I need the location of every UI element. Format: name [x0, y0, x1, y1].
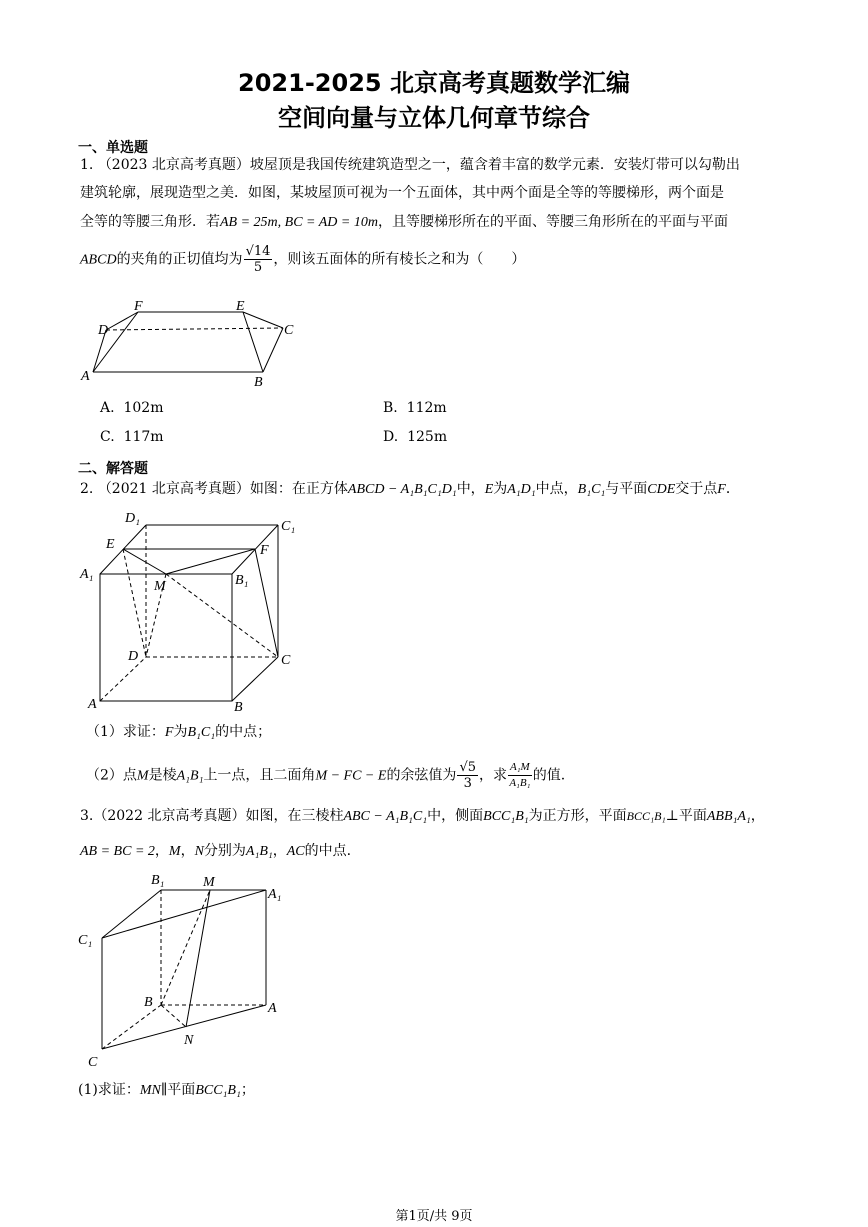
q3-text: ，	[750, 808, 765, 824]
label-D1: D₁	[125, 511, 140, 526]
label-E: E	[106, 537, 115, 552]
label-A: A	[268, 1001, 277, 1016]
label-D: D	[98, 323, 109, 338]
label-C1: C₁	[78, 933, 93, 948]
choice-letter: D.	[383, 429, 399, 445]
q3-math: BCC₁B₁	[483, 809, 529, 824]
q1-fraction	[244, 244, 273, 275]
q2-text: 交于点	[675, 481, 718, 497]
q3-math: ABC − A₁B₁C₁	[343, 809, 428, 824]
label-F: F	[134, 299, 143, 314]
label-C: C	[281, 653, 291, 668]
q3-text: 如图，在三棱柱	[245, 808, 344, 824]
q3-number: 3.	[80, 808, 94, 824]
q2-text: 的余弦值为	[386, 767, 457, 784]
fraction-numerator: A₁M	[508, 760, 532, 776]
q2-math: F	[164, 725, 174, 740]
q1-number: 1.	[80, 157, 94, 173]
q3-math: ABB₁A₁	[706, 809, 751, 824]
q2-stem	[80, 479, 740, 500]
label-A: A	[88, 697, 97, 712]
label-C: C	[284, 323, 294, 338]
q3-math: A₁B₁	[245, 844, 273, 859]
q2-math: A₁D₁	[507, 482, 536, 497]
label-C: C	[88, 1055, 98, 1070]
section-heading-answer: 二、解答题	[78, 461, 148, 477]
page-title-line2: 空间向量与立体几何章节综合	[278, 104, 590, 132]
choice-letter: B.	[383, 400, 398, 416]
choice-C[interactable]	[100, 429, 164, 445]
fraction-numerator: √5	[459, 760, 476, 775]
q3-math: BCC₁B₁	[626, 809, 666, 823]
q2-math: CDE	[647, 482, 676, 497]
q2-text: 的值.	[532, 767, 566, 784]
q2-text: （2）点	[86, 767, 137, 784]
choice-letter: A.	[100, 400, 115, 416]
label-D: D	[128, 649, 139, 664]
q2-math: B₁C₁	[577, 482, 606, 497]
section-heading-single-choice: 一、单选题	[78, 140, 148, 156]
q3-text: (1)求证：	[78, 1082, 140, 1098]
q2-fraction-ratio	[508, 760, 532, 791]
q3-source: （2022 北京高考真题）	[93, 808, 246, 824]
q2-text: 上一点，且二面角	[203, 767, 316, 784]
q2-text: ．	[725, 481, 740, 497]
q3-part1	[78, 1080, 255, 1101]
q1-text: 的夹角的正切值均为	[116, 251, 243, 268]
q1-math-lengths: AB = 25m, BC = AD = 10m	[220, 215, 378, 230]
q1-text: ，且等腰梯形所在的平面、等腰三角形所在的平面与平面	[377, 214, 728, 230]
choice-text: 102m	[123, 400, 164, 416]
label-B: B	[144, 995, 153, 1010]
q2-math: E	[484, 482, 494, 497]
q3-text: 中，侧面	[427, 808, 484, 824]
q3-text: ，	[154, 843, 169, 859]
q3-text: ∥平面	[160, 1082, 196, 1098]
label-A: A	[81, 369, 90, 384]
label-B1: B₁	[151, 873, 165, 888]
q2-math: A₁B₁	[176, 768, 204, 784]
q2-math: ABCD − A₁B₁C₁D₁	[347, 482, 457, 497]
q2-math: M	[136, 768, 149, 784]
choice-letter: C.	[100, 429, 115, 445]
q3-text: 为正方形，平面	[528, 808, 627, 824]
q3-math: BCC₁B₁	[195, 1083, 241, 1098]
q1-text: ，则该五面体的所有棱长之和为（ ）	[273, 251, 526, 268]
choice-D[interactable]	[383, 429, 447, 445]
q3-text: ；	[240, 1082, 255, 1098]
choice-B[interactable]	[383, 400, 447, 416]
q2-part1-text: （1）求证：	[86, 724, 165, 740]
q2-text: 中，	[456, 481, 485, 497]
q2-text: ，求	[479, 767, 507, 784]
q3-stem-line2	[80, 841, 351, 862]
q3-text: ，	[272, 843, 287, 859]
label-B: B	[254, 375, 263, 390]
q1-line2: 建筑轮廓，展现造型之美．如图，某坡屋顶可视为一个五面体，其中两个面是全等的等腰梯形，两个面是	[80, 185, 724, 201]
label-M: M	[154, 579, 166, 594]
q3-text: 的中点.	[304, 843, 352, 859]
q3-text: ，	[180, 843, 195, 859]
q2-source: （2021 北京高考真题）	[97, 481, 250, 497]
label-A1: A₁	[268, 887, 282, 902]
q2-math: B₁C₁	[187, 725, 216, 740]
choice-A[interactable]	[100, 400, 163, 416]
label-F: F	[260, 543, 269, 558]
choice-text: 117m	[123, 429, 164, 445]
label-A1: A₁	[80, 567, 94, 582]
fraction-numerator: √14	[245, 244, 271, 259]
q1-roof-figure	[78, 292, 308, 392]
label-B1: B₁	[235, 573, 249, 588]
q2-text: 为	[493, 481, 508, 497]
q1-line1	[80, 155, 740, 175]
q3-text: ⊥平面	[665, 808, 707, 824]
q2-text: 是棱	[148, 767, 177, 784]
label-C1: C₁	[281, 519, 296, 534]
q1-source: （2023 北京高考真题）	[97, 157, 250, 173]
q2-part2	[86, 760, 565, 791]
q3-prism-figure	[76, 866, 296, 1076]
q2-math: F	[717, 482, 726, 497]
q2-fraction-cos	[457, 760, 478, 791]
q1-line4	[80, 244, 525, 275]
q2-number: 2.	[80, 481, 94, 497]
q1-math-plane: ABCD	[80, 252, 117, 268]
q2-part1	[86, 722, 271, 743]
label-B: B	[234, 700, 243, 715]
q1-text: 坡屋顶是我国传统建筑造型之一，蕴含着丰富的数学元素．安装灯带可以勾勒出	[249, 157, 740, 173]
page-number: 第1页/共 9页	[395, 1209, 473, 1224]
q3-math: AB = BC = 2	[80, 844, 155, 859]
q2-text: 为	[173, 724, 188, 740]
q3-stem-line1	[80, 806, 765, 827]
fraction-denominator: 5	[253, 260, 263, 275]
q1-text: 全等的等腰三角形．若	[80, 214, 220, 230]
q1-line3	[80, 212, 728, 233]
page-title-line1: 2021-2025 北京高考真题数学汇编	[238, 69, 630, 97]
q3-text: 分别为	[203, 843, 246, 859]
q2-text: 的中点；	[215, 724, 272, 740]
q3-math: N	[194, 844, 204, 859]
choice-text: 112m	[406, 400, 447, 416]
choice-text: 125m	[407, 429, 448, 445]
label-E: E	[236, 299, 245, 314]
q3-math: MN	[139, 1083, 161, 1098]
q2-cube-figure	[78, 508, 308, 718]
q3-math: AC	[286, 844, 305, 859]
fraction-denominator: 3	[463, 776, 472, 791]
label-M: M	[203, 875, 215, 890]
q2-math: M − FC − E	[315, 768, 387, 784]
q2-text: 如图：在正方体	[249, 481, 348, 497]
q3-math: M	[168, 844, 181, 859]
q2-text: 与平面	[605, 481, 648, 497]
fraction-denominator: A₁B₁	[509, 777, 531, 789]
label-N: N	[184, 1033, 194, 1048]
q2-text: 中点，	[535, 481, 578, 497]
